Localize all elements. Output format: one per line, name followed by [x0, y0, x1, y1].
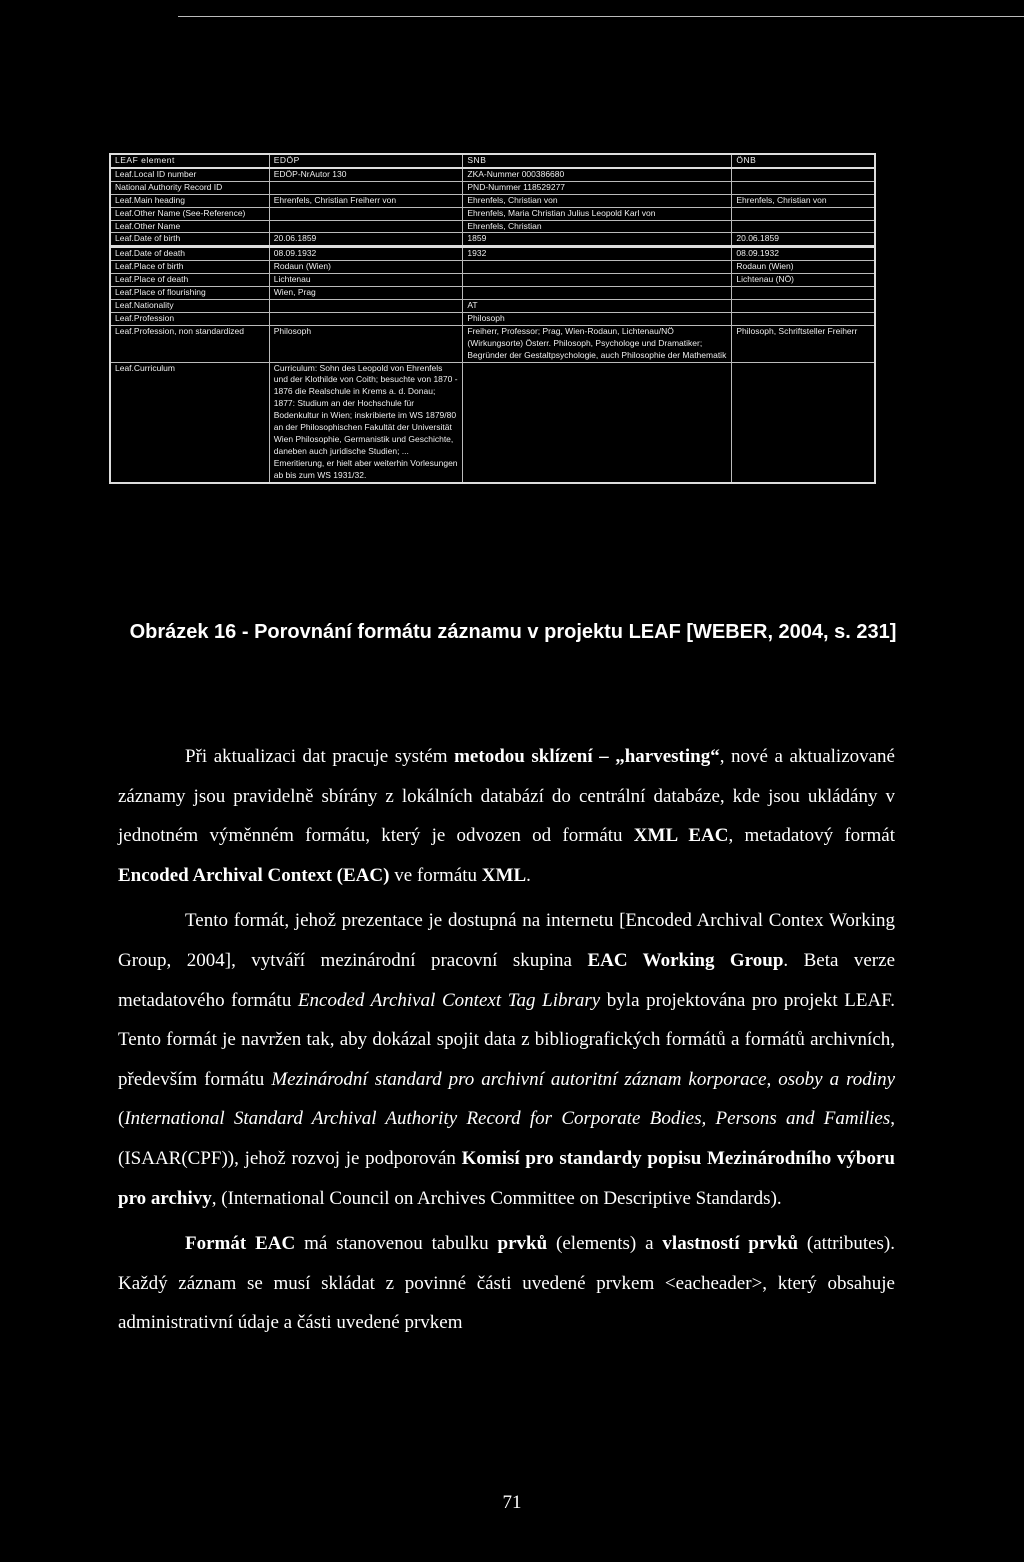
table-cell: 1859 — [463, 233, 732, 247]
table-cell: Lichtenau — [269, 274, 463, 287]
table-cell: Leaf.Curriculum — [110, 362, 269, 483]
text-run: ( — [118, 1108, 125, 1130]
figure-caption: Obrázek 16 - Porovnání formátu záznamu v projektu LEAF [WEBER, 2004, s. 231] — [129, 621, 897, 643]
table-row — [110, 274, 875, 287]
table-cell — [732, 220, 875, 233]
table-cell — [732, 299, 875, 312]
bold-term: Formát EAC — [185, 1233, 296, 1255]
table-cell: Wien, Prag — [269, 287, 463, 300]
top-rule — [178, 16, 1024, 17]
table-cell — [732, 168, 875, 181]
table-cell: 20.06.1859 — [269, 233, 463, 247]
bold-term: XML — [481, 864, 527, 886]
table-row — [110, 181, 875, 194]
text-run: , (ISAAR(CPF)), jehož rozvoj je podporován — [118, 1108, 895, 1169]
table-cell: AT — [463, 299, 732, 312]
table-cell: Ehrenfels, Christian — [463, 220, 732, 233]
page-number: 71 — [502, 1492, 522, 1513]
table-cell: Curriculum: Sohn des Leopold von Ehrenfels und der Klothilde von Coith; besuchte von 1870 - 1876 die Realschule in Krems a. d. Donau; 1877: Studium an der Hochschule für Bodenkultur in Wien; inskribierte im WS 1879/80 an der Philosophischen Fakultät der Universität Wien Philosophie, Germanistik und Geschichte, daneben auch juridische Studien; ... Emeritierung, er hielt aber weiterhin Vorlesungen ab bis zum WS 1931/32. — [269, 362, 463, 483]
paragraph — [118, 901, 895, 1218]
table-cell: 20.06.1859 — [732, 233, 875, 247]
table-header-cell: SNB — [463, 154, 732, 168]
table-row — [110, 287, 875, 300]
table-cell — [732, 312, 875, 325]
table-body — [110, 154, 875, 483]
table-header-cell: LEAF element — [110, 154, 269, 168]
table-cell: Ehrenfels, Maria Christian Julius Leopold Karl von — [463, 207, 732, 220]
text-run: , metadatový formát — [728, 825, 895, 847]
text-run: má stanovenou tabulku — [295, 1233, 498, 1255]
table-cell: Leaf.Other Name (See-Reference) — [110, 207, 269, 220]
table-cell: Philosoph — [269, 325, 463, 362]
table-row — [110, 312, 875, 325]
table-cell — [732, 287, 875, 300]
table-cell — [269, 181, 463, 194]
text-run: (attributes). Každý záznam se musí skládat z povinné části uvedené prvkem <eacheader>, který obsahuje administrativní údaje a části uvedené prvkem — [118, 1233, 896, 1334]
table-row — [110, 194, 875, 207]
italic-title: International Standard Archival Authority Record for Corporate Bodies, Persons and Families — [124, 1108, 891, 1130]
table-cell: 1932 — [463, 247, 732, 261]
table-cell — [732, 207, 875, 220]
table-header-row — [110, 154, 875, 168]
table-cell: Leaf.Nationality — [110, 299, 269, 312]
text-run: , (International Council on Archives Committee on Descriptive Standards). — [211, 1187, 782, 1209]
table-row — [110, 220, 875, 233]
table-cell: Philosoph — [463, 312, 732, 325]
table-cell: Philosoph, Schriftsteller Freiherr — [732, 325, 875, 362]
table-cell: Leaf.Date of birth — [110, 233, 269, 247]
table-row — [110, 233, 875, 247]
table-header-cell: ÖNB — [732, 154, 875, 168]
paragraph — [118, 1224, 895, 1343]
text-run: (elements) a — [547, 1233, 663, 1255]
table-cell: Leaf.Main heading — [110, 194, 269, 207]
table-cell — [269, 299, 463, 312]
table-cell — [269, 220, 463, 233]
bold-term: prvků — [497, 1233, 548, 1255]
table-cell: Leaf.Profession — [110, 312, 269, 325]
bold-term: Encoded Archival Context (EAC) — [118, 864, 390, 886]
table-cell — [269, 312, 463, 325]
body-text — [118, 737, 895, 1343]
table-cell: PND-Nummer 118529277 — [463, 181, 732, 194]
table-cell: Leaf.Date of death — [110, 247, 269, 261]
text-run: ve formátu — [389, 864, 482, 886]
table-cell: Leaf.Profession, non standardized — [110, 325, 269, 362]
table-cell: ZKA-Nummer 000386680 — [463, 168, 732, 181]
table-cell: 08.09.1932 — [269, 247, 463, 261]
bold-term: vlastností prvků — [662, 1233, 799, 1255]
table-cell: Leaf.Place of death — [110, 274, 269, 287]
text-run: Při aktualizaci dat pracuje systém — [185, 746, 455, 767]
table-row — [110, 168, 875, 181]
table-cell: Rodaun (Wien) — [732, 261, 875, 274]
table-cell: Lichtenau (NÖ) — [732, 274, 875, 287]
table-cell — [463, 362, 732, 483]
table-cell — [463, 287, 732, 300]
table-cell — [463, 261, 732, 274]
table-row — [110, 247, 875, 261]
table-row — [110, 207, 875, 220]
table-cell: 08.09.1932 — [732, 247, 875, 261]
table-cell: Leaf.Place of flourishing — [110, 287, 269, 300]
table-cell — [732, 181, 875, 194]
table-cell — [269, 207, 463, 220]
table-row — [110, 299, 875, 312]
table-cell: Leaf.Other Name — [110, 220, 269, 233]
table-cell: EDÖP-NrAutor 130 — [269, 168, 463, 181]
table-cell: Leaf.Place of birth — [110, 261, 269, 274]
table-cell — [732, 362, 875, 483]
text-run: . Beta verze metadatového formátu — [118, 949, 895, 1011]
text-run: . — [526, 864, 531, 886]
table-cell: Leaf.Local ID number — [110, 168, 269, 181]
leaf-comparison-table — [109, 153, 876, 484]
table-header-cell: EDÖP — [269, 154, 463, 168]
table-row — [110, 325, 875, 362]
table-row — [110, 362, 875, 483]
table-cell: Freiherr, Professor; Prag, Wien-Rodaun, Lichtenau/NÖ (Wirkungsorte) Österr. Philosoph, Psychologe und Dramatiker; Begründer der Gestaltpsychologie, auch Philosophie der Mathematik — [463, 325, 732, 362]
table-row — [110, 261, 875, 274]
bold-term: Komisí pro standardy popisu Mezinárodního výboru pro archivy — [118, 1147, 895, 1209]
table-cell: Ehrenfels, Christian von — [732, 194, 875, 207]
table-cell: Rodaun (Wien) — [269, 261, 463, 274]
table-cell: National Authority Record ID — [110, 181, 269, 194]
bold-term: metodou sklízení – „harvesting“ — [454, 746, 720, 767]
table-cell — [463, 274, 732, 287]
bold-term: EAC Working Group — [587, 949, 784, 971]
italic-title: Mezinárodní standard pro archivní autoritní záznam korporace, osoby a rodiny — [271, 1068, 895, 1090]
bold-term: XML EAC — [633, 825, 729, 847]
text-run: byla projektována pro projekt LEAF. Tento formát je navržen tak, aby dokázal spojit data z bibliografických formátů a formátů archivních, především formátu — [118, 989, 895, 1090]
paragraph — [118, 737, 895, 895]
text-run: Tento formát, jehož prezentace je dostupná na internetu [Encoded Archival Contex Working Group, 2004], vytváří mezinárodní pracovní skupina — [118, 910, 895, 971]
table-cell: Ehrenfels, Christian Freiherr von — [269, 194, 463, 207]
table-cell: Ehrenfels, Christian von — [463, 194, 732, 207]
italic-title: Encoded Archival Context Tag Library — [297, 989, 601, 1011]
text-run: , nové a aktualizované záznamy jsou pravidelně sbírány z lokálních databází do centrální databáze, kde jsou ukládány v jednotném výměnném formátu, který je odvozen od formátu — [118, 746, 895, 847]
